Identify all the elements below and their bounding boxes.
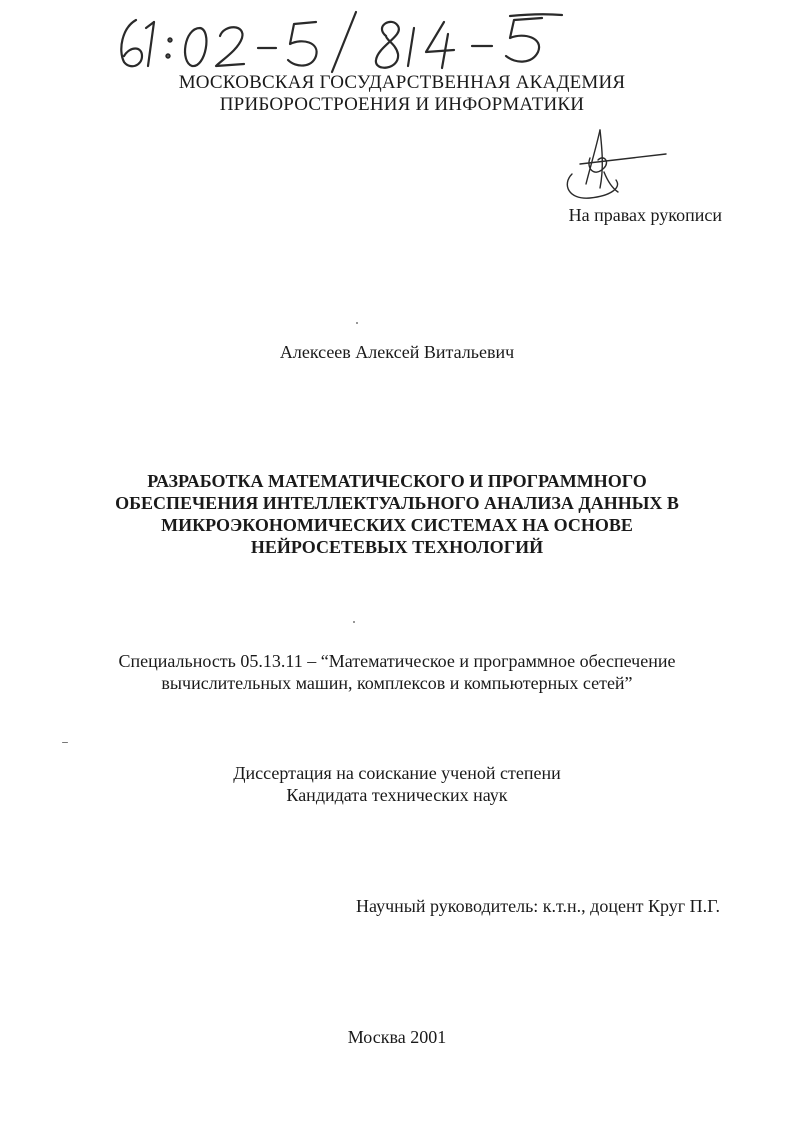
scan-speck bbox=[62, 742, 68, 743]
organization-name bbox=[0, 72, 794, 116]
signature-drawing bbox=[560, 128, 680, 208]
handwritten-catalog-number bbox=[110, 6, 570, 76]
title-line-4: НЕЙРОСЕТЕВЫХ ТЕХНОЛОГИЙ bbox=[250, 537, 544, 557]
speciality-line-1: Специальность 05.13.11 – “Математическое и программное обеспечение bbox=[118, 651, 676, 671]
scan-speck bbox=[356, 322, 358, 324]
degree-line-2: Кандидата технических наук bbox=[286, 785, 508, 805]
degree-line-1: Диссертация на соискание ученой степени bbox=[233, 763, 561, 783]
organization-line-1: МОСКОВСКАЯ ГОСУДАРСТВЕННАЯ АКАДЕМИЯ bbox=[178, 72, 626, 93]
title-line-2: ОБЕСПЕЧЕНИЯ ИНТЕЛЛЕКТУАЛЬНОГО АНАЛИЗА ДАННЫХ В bbox=[115, 493, 679, 513]
scientific-supervisor: Научный руководитель: к.т.н., доцент Круг П.Г. bbox=[356, 896, 720, 916]
signature bbox=[560, 128, 680, 208]
handwritten-number-drawing bbox=[110, 6, 570, 76]
degree-block bbox=[0, 762, 794, 806]
title-line-3: МИКРОЭКОНОМИЧЕСКИХ СИСТЕМАХ НА ОСНОВЕ bbox=[161, 515, 633, 535]
title-line-1: РАЗРАБОТКА МАТЕМАТИЧЕСКОГО И ПРОГРАММНОГО bbox=[147, 471, 647, 491]
manuscript-rights-note: На правах рукописи bbox=[568, 205, 722, 225]
organization-line-2: ПРИБОРОСТРОЕНИЯ И ИНФОРМАТИКИ bbox=[219, 94, 585, 115]
scan-speck bbox=[353, 621, 355, 623]
city-and-year: Москва 2001 bbox=[347, 1027, 447, 1047]
speciality-line-2: вычислительных машин, комплексов и компьютерных сетей” bbox=[161, 673, 633, 693]
dissertation-title bbox=[0, 470, 794, 558]
speciality-block bbox=[0, 650, 794, 694]
author-name: Алексеев Алексей Витальевич bbox=[279, 342, 515, 362]
